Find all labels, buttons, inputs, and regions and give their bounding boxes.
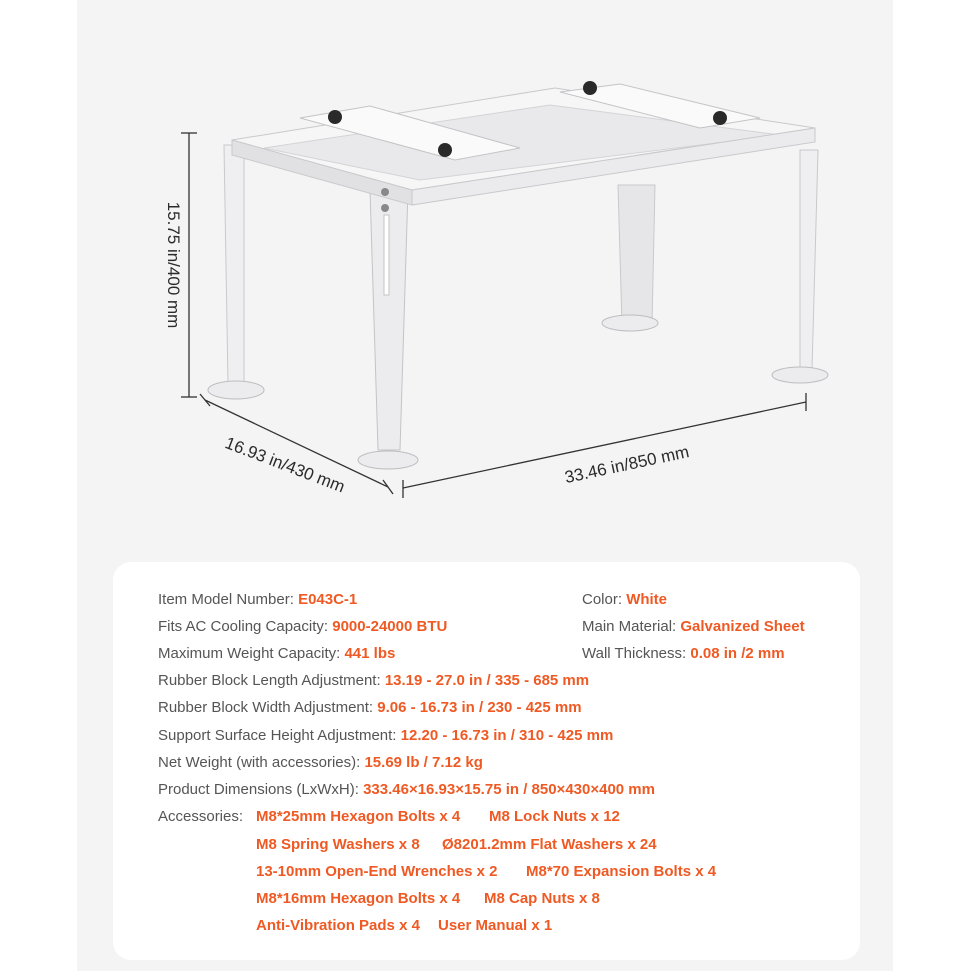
accessory-item: M8 Lock Nuts x 12: [489, 808, 620, 825]
accessory-item: Anti-Vibration Pads x 4: [256, 917, 420, 934]
spec-wall-thickness: Wall Thickness: 0.08 in /2 mm: [582, 645, 785, 662]
spec-product-dimensions: Product Dimensions (LxWxH): 333.46×16.93×15.75 in / 850×430×400 mm: [158, 781, 655, 798]
accessory-item: M8*16mm Hexagon Bolts x 4: [256, 890, 461, 907]
height-dimension-label: 15.75 in/400 mm: [164, 201, 183, 329]
spec-rubber-length: Rubber Block Length Adjustment: 13.19 - 27.0 in / 335 - 685 mm: [158, 672, 590, 689]
spec-rubber-width: Rubber Block Width Adjustment: 9.06 - 16.73 in / 230 - 425 mm: [158, 699, 582, 716]
accessories-label: Accessories:: [158, 808, 244, 825]
spec-max-weight: Maximum Weight Capacity: 441 lbs: [158, 645, 396, 662]
spec-net-weight: Net Weight (with accessories): 15.69 lb / 7.12 kg: [158, 754, 483, 771]
accessory-item: M8*70 Expansion Bolts x 4: [526, 863, 717, 880]
accessory-item: M8*25mm Hexagon Bolts x 4: [256, 808, 461, 825]
spec-cooling-capacity: Fits AC Cooling Capacity: 9000-24000 BTU: [158, 618, 448, 635]
spec-main-material: Main Material: Galvanized Sheet: [582, 618, 805, 635]
accessory-item: User Manual x 1: [438, 917, 553, 934]
accessory-item: M8 Spring Washers x 8: [256, 836, 420, 853]
accessory-item: M8 Cap Nuts x 8: [484, 890, 600, 907]
accessory-item: Ø8201.2mm Flat Washers x 24: [442, 836, 657, 853]
width-dimension-label: 33.46 in/850 mm: [562, 442, 691, 488]
accessory-item: 13-10mm Open-End Wrenches x 2: [256, 863, 498, 880]
depth-dimension-label: 16.93 in/430 mm: [222, 433, 348, 497]
spec-surface-height: Support Surface Height Adjustment: 12.20 - 16.73 in / 310 - 425 mm: [158, 727, 614, 744]
spec-color: Color: White: [582, 591, 668, 608]
spec-model-number: Item Model Number: E043C-1: [158, 591, 358, 608]
